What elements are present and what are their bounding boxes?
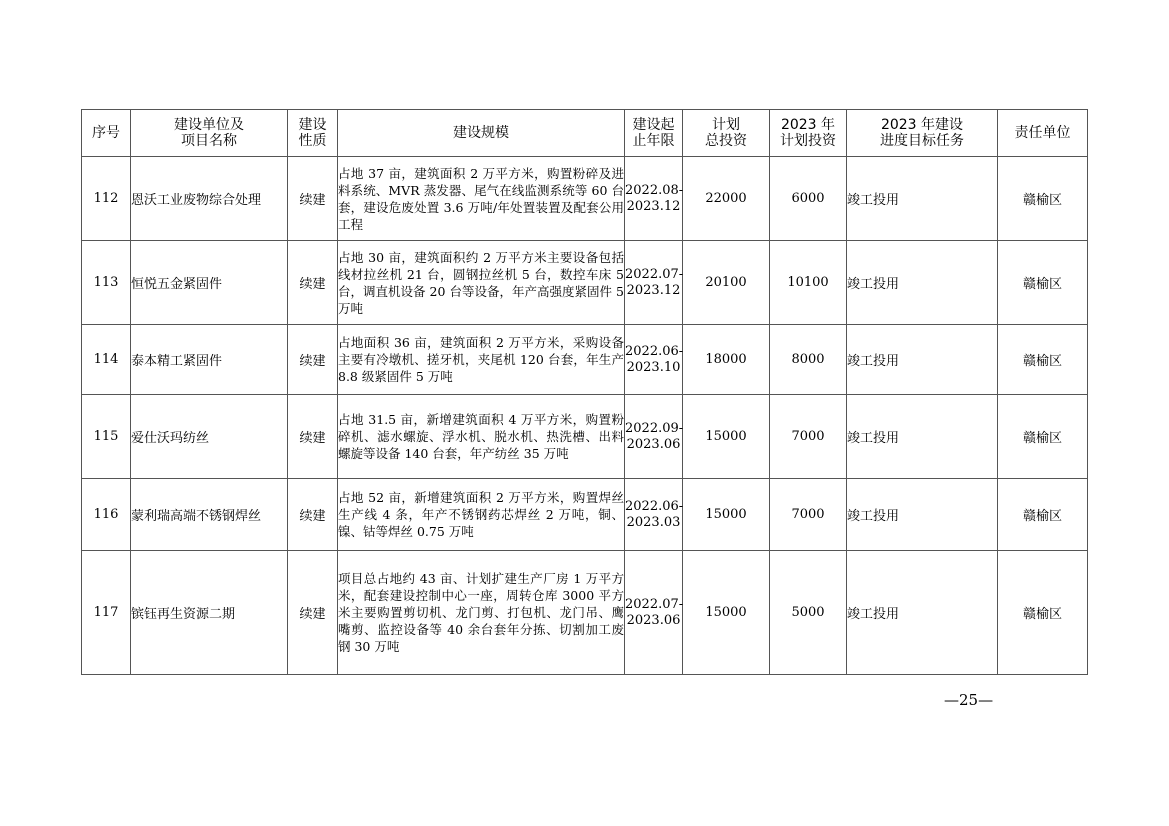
project-name-cell: 恒悦五金紧固件 (131, 241, 288, 325)
column-header-line: 计划 (712, 117, 740, 133)
period-start: 2022.08- (625, 182, 684, 198)
row-number-cell: 115 (82, 395, 131, 479)
total-investment-cell: 15000 (683, 551, 770, 675)
responsible-unit-cell: 赣榆区 (998, 157, 1088, 241)
target-task-cell: 竣工投用 (847, 551, 998, 675)
total-investment-cell: 20100 (683, 241, 770, 325)
project-name-cell: 恩沃工业废物综合处理 (131, 157, 288, 241)
column-header-line: 建设 (298, 117, 327, 133)
column-header (847, 110, 998, 157)
column-header-line: 建设单位及 (174, 117, 244, 133)
period-end: 2023.03 (626, 514, 681, 530)
period-end: 2023.06 (626, 612, 681, 628)
period-start: 2022.07- (625, 266, 684, 282)
project-name-cell: 镔钰再生资源二期 (131, 551, 288, 675)
project-name-cell: 蒙利瑞高端不锈钢焊丝 (131, 479, 288, 551)
period-end: 2023.12 (626, 282, 681, 298)
column-header-line: 进度目标任务 (880, 133, 964, 149)
plan-2023-cell: 7000 (770, 395, 847, 479)
period-cell (625, 325, 683, 395)
column-header (82, 110, 131, 157)
plan-2023-cell: 7000 (770, 479, 847, 551)
scale-cell: 占地 30 亩，建筑面积约 2 万平方米主要设备包括线材拉丝机 21 台，圆钢拉丝机 5 台，数控车床 5 台，调直机设备 20 台等设备，年产高强度紧固件 5 万吨 (338, 241, 625, 325)
table-row (82, 479, 1088, 551)
target-task-cell: 竣工投用 (847, 395, 998, 479)
responsible-unit-cell: 赣榆区 (998, 479, 1088, 551)
project-table (81, 109, 1088, 675)
row-number-cell: 116 (82, 479, 131, 551)
total-investment-cell: 15000 (683, 395, 770, 479)
page-number: —25— (944, 691, 994, 709)
nature-cell: 续建 (288, 551, 338, 675)
row-number-cell: 113 (82, 241, 131, 325)
table-row (82, 241, 1088, 325)
target-task-cell: 竣工投用 (847, 479, 998, 551)
nature-cell: 续建 (288, 157, 338, 241)
table-row (82, 551, 1088, 675)
column-header-line: 责任单位 (1014, 125, 1071, 141)
period-end: 2023.12 (626, 198, 681, 214)
column-header (770, 110, 847, 157)
target-task-cell: 竣工投用 (847, 325, 998, 395)
scale-cell: 占地面积 36 亩，建筑面积 2 万平方米，采购设备主要有冷墩机、搓牙机，夹尾机 120 台套，年生产 8.8 级紧固件 5 万吨 (338, 325, 625, 395)
header-row (82, 110, 1088, 157)
column-header-line: 性质 (298, 133, 327, 149)
table-row (82, 325, 1088, 395)
target-task-cell: 竣工投用 (847, 241, 998, 325)
table-row (82, 157, 1088, 241)
period-cell (625, 479, 683, 551)
target-task-cell: 竣工投用 (847, 157, 998, 241)
column-header-line: 止年限 (632, 133, 675, 149)
period-start: 2022.07- (625, 596, 684, 612)
plan-2023-cell: 5000 (770, 551, 847, 675)
row-number-cell: 114 (82, 325, 131, 395)
column-header (131, 110, 288, 157)
table-body (82, 157, 1088, 675)
column-header (683, 110, 770, 157)
column-header-line: 2023 年 (780, 117, 836, 133)
period-start: 2022.06- (625, 343, 684, 359)
plan-2023-cell: 6000 (770, 157, 847, 241)
project-name-cell: 爱仕沃玛纺丝 (131, 395, 288, 479)
responsible-unit-cell: 赣榆区 (998, 395, 1088, 479)
column-header (288, 110, 338, 157)
plan-2023-cell: 8000 (770, 325, 847, 395)
total-investment-cell: 22000 (683, 157, 770, 241)
period-end: 2023.06 (626, 436, 681, 452)
total-investment-cell: 18000 (683, 325, 770, 395)
scale-cell: 占地 31.5 亩，新增建筑面积 4 万平方米，购置粉碎机、滤水螺旋、浮水机、脱水机、热洗槽、出料螺旋等设备 140 台套，年产纺丝 35 万吨 (338, 395, 625, 479)
period-start: 2022.09- (625, 420, 684, 436)
scale-cell: 项目总占地约 43 亩、计划扩建生产厂房 1 万平方米，配套建设控制中心一座，周转仓库 3000 平方米主要购置剪切机、龙门剪、打包机、龙门吊、鹰嘴剪、监控设备等 40 余台套年分拣、切割加工废钢 30 万吨 (338, 551, 625, 675)
table-header (82, 110, 1088, 157)
table-row (82, 395, 1088, 479)
column-header-line: 计划投资 (780, 133, 836, 149)
period-cell (625, 157, 683, 241)
column-header (338, 110, 625, 157)
nature-cell: 续建 (288, 479, 338, 551)
column-header-line: 项目名称 (181, 133, 237, 149)
plan-2023-cell: 10100 (770, 241, 847, 325)
column-header-line: 建设起 (632, 117, 675, 133)
period-cell (625, 551, 683, 675)
scale-cell: 占地 52 亩，新增建筑面积 2 万平方米，购置焊丝生产线 4 条，年产不锈钢药芯焊丝 2 万吨，铜、镍、钴等焊丝 0.75 万吨 (338, 479, 625, 551)
column-header-line: 建设规模 (453, 125, 509, 141)
project-name-cell: 泰本精工紧固件 (131, 325, 288, 395)
period-cell (625, 241, 683, 325)
column-header-line: 序号 (92, 125, 120, 141)
period-cell (625, 395, 683, 479)
nature-cell: 续建 (288, 241, 338, 325)
scale-cell: 占地 37 亩，建筑面积 2 万平方米，购置粉碎及进料系统、MVR 蒸发器、尾气在线监测系统等 60 台套，建设危废处置 3.6 万吨/年处置装置及配套公用工程 (338, 157, 625, 241)
row-number-cell: 117 (82, 551, 131, 675)
responsible-unit-cell: 赣榆区 (998, 241, 1088, 325)
column-header-line: 总投资 (705, 133, 747, 149)
column-header-line: 2023 年建设 (880, 117, 964, 133)
nature-cell: 续建 (288, 325, 338, 395)
responsible-unit-cell: 赣榆区 (998, 551, 1088, 675)
period-end: 2023.10 (626, 359, 681, 375)
column-header (998, 110, 1088, 157)
total-investment-cell: 15000 (683, 479, 770, 551)
period-start: 2022.06- (625, 498, 684, 514)
column-header (625, 110, 683, 157)
row-number-cell: 112 (82, 157, 131, 241)
responsible-unit-cell: 赣榆区 (998, 325, 1088, 395)
nature-cell: 续建 (288, 395, 338, 479)
